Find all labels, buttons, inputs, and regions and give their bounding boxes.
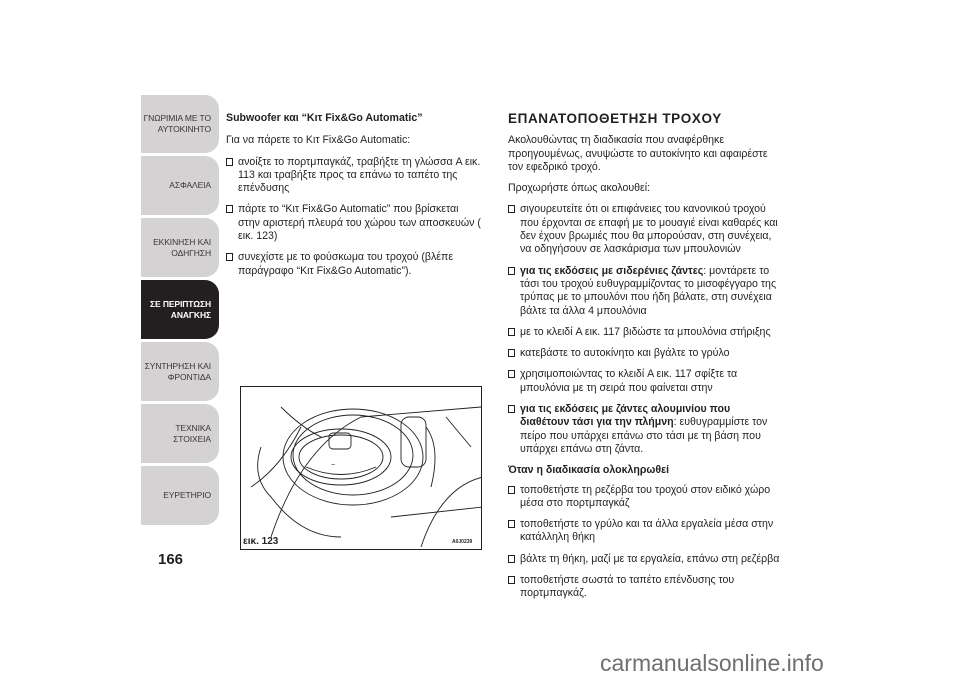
checkbox-bullet-icon [508,486,515,494]
list-item: ανοίξτε το πορτμπαγκάζ, τραβήξτε τη γλώσσα A εικ. 113 και τραβήξτε προς τα επάνω το ταπέτο της επένδυσης [226,156,482,196]
right-intro-1: Ακολουθώντας τη διαδικασία που αναφέρθηκε προηγουμένως, ανυψώστε το αυτοκίνητο και αφαιρέστε τον εφεδρικό τροχό. [508,134,768,173]
checkbox-bullet-icon [508,349,515,357]
completion-subheading: Όταν η διαδικασία ολοκληρωθεί [508,464,670,477]
checkbox-bullet-icon [508,576,515,584]
right-intro-2: Προχωρήστε όπως ακολουθεί: [508,182,651,195]
checkbox-bullet-icon [508,267,515,275]
list-item: κατεβάστε το αυτοκίνητο και βγάλτε το γρύλο [508,347,780,360]
list-item: για τις εκδόσεις με ζάντες αλουμινίου που διαθέτουν τάσι για την πλήμνη: ευθυγραμμίστε τον πείρο που υπάρχει επάνω στο τάσι με τη βάση που υπάρχει επάνω στη ζάντα. [508,403,780,456]
figure-trunk-kit [240,386,482,550]
figure-caption: εικ. 123 [243,536,279,547]
list-item: τοποθετήστε σωστά το ταπέτο επένδυσης του πορτμπαγκάζ. [508,574,780,601]
checkbox-bullet-icon [226,158,233,166]
list-item: για τις εκδόσεις με σιδερένιες ζάντες: μοντάρετε το τάσι του τροχού ευθυγραμμίζοντας το μισοφέγγαρο της τρύπας με το μπουλόνι που ήδη βάλατε, στη συνέχεια βάλτε τα άλλα 4 μπουλόνια [508,265,780,318]
tab-safety[interactable]: ΑΣΦΑΛΕΙΑ [141,156,219,215]
list-item: χρησιμοποιώντας το κλειδί A εικ. 117 σφίξτε τα μπουλόνια με τη σειρά που φαίνεται στην [508,368,780,395]
tab-index[interactable]: ΕΥΡΕΤΗΡΙΟ [141,466,219,525]
chapter-tabs [141,95,219,528]
checkbox-bullet-icon [226,253,233,261]
page-number: 166 [158,551,184,568]
checkbox-bullet-icon [508,370,515,378]
list-item: συνεχίστε με το φούσκωμα του τροχού (βλέπε παράγραφο “Κιτ Fix&Go Automatic”). [226,251,482,278]
list-item: βάλτε τη θήκη, μαζί με τα εργαλεία, επάνω στη ρεζέρβα [508,553,780,566]
list-item: τοποθετήστε το γρύλο και τα άλλα εργαλεία μέσα στην κατάλληλη θήκη [508,518,780,545]
checkbox-bullet-icon [508,555,515,563]
tab-technical-data[interactable]: ΤΕΧΝΙΚΑ ΣΤΟΙΧΕΙΑ [141,404,219,463]
list-item: τοποθετήστε τη ρεζέρβα του τροχού στον ειδικό χώρο μέσα στο πορτμπαγκάζ [508,484,780,511]
watermark: carmanualsonline.info [600,650,824,676]
checkbox-bullet-icon [508,205,515,213]
trunk-spare-wheel-illustration [241,387,482,550]
tab-maintenance[interactable]: ΣΥΝΤΗΡΗΣΗ ΚΑΙ ΦΡΟΝΤΙΔΑ [141,342,219,401]
tab-starting-driving[interactable]: ΕΚΚΙΝΗΣΗ ΚΑΙ ΟΔΗΓΗΣΗ [141,218,219,277]
checkbox-bullet-icon [508,405,515,413]
section-heading: ΕΠΑΝΑΤΟΠΟΘΕΤΗΣΗ ΤΡΟΧΟΥ [508,111,722,126]
right-column [508,112,780,609]
figure-code: A0J0239 [452,539,473,545]
list-item: με το κλειδί A εικ. 117 βιδώστε τα μπουλόνια στήριξης [508,326,780,339]
checkbox-bullet-icon [508,328,515,336]
checkbox-bullet-icon [508,520,515,528]
tab-getting-to-know[interactable]: ΓΝΩΡΙΜΙΑ ΜΕ ΤΟ ΑΥΤΟΚΙΝΗΤΟ [141,95,219,153]
left-column [226,112,482,286]
list-item: πάρτε το “Κιτ Fix&Go Automatic” που βρίσκεται στην αριστερή πλευρά του χώρου των αποσκευών ( εικ. 123) [226,203,482,243]
svg-text:~: ~ [331,462,336,469]
list-item: σιγουρευτείτε ότι οι επιφάνειες του κανονικού τροχού που έρχονται σε επαφή με το μουαγιέ είναι καθαρές και δεν έχουν βρωμιές που θα μπορούσαν, στη συνέχεια, να οδηγήσουν σε λασκάρισμα των μπουλονιών [508,203,780,256]
checkbox-bullet-icon [226,205,233,213]
tab-emergency[interactable]: ΣΕ ΠΕΡΙΠΤΩΣΗ ΑΝΑΓΚΗΣ [141,280,219,339]
subwoofer-subheading: Subwoofer και “Κιτ Fix&Go Automatic” [226,112,423,124]
left-intro: Για να πάρετε το Κιτ Fix&Go Automatic: [226,134,411,147]
